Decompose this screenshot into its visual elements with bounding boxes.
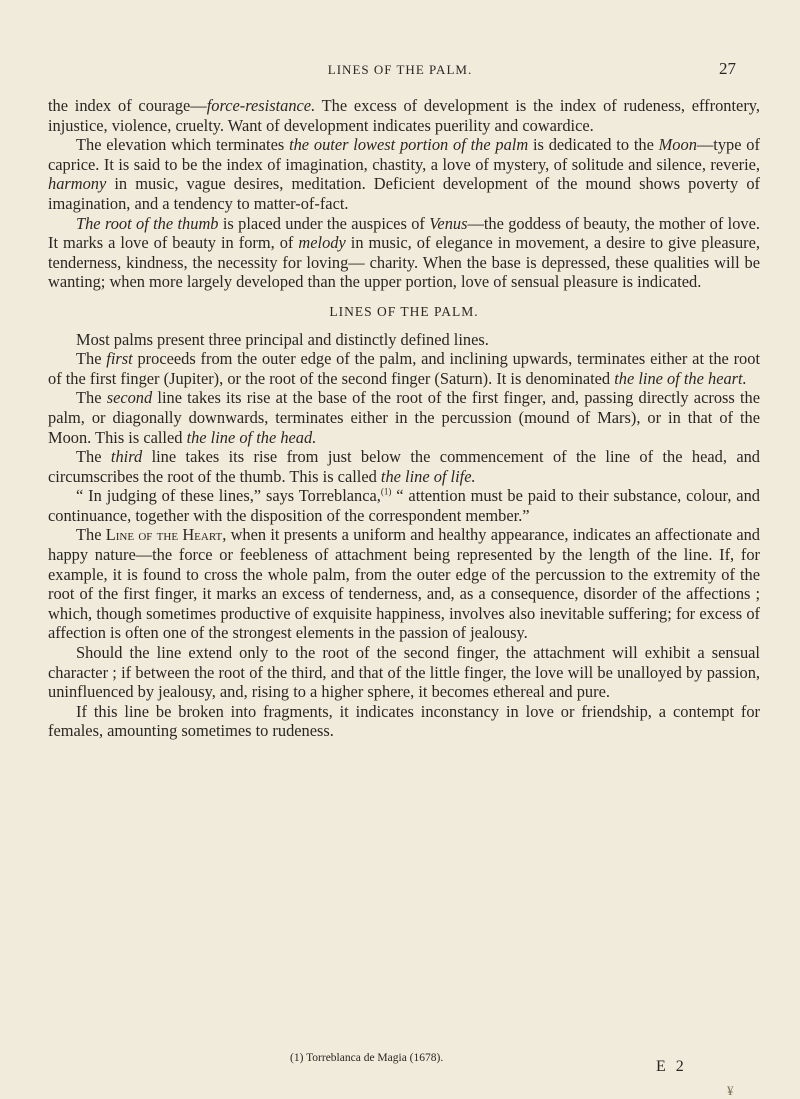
paragraph-line-life: The third line takes its rise from just below the commencement of the line of the head, and circumscribes the root of the thumb. This is called the line of life. [48,447,760,486]
paragraph-three-lines: Most palms present three principal and distinctly defined lines. [76,329,489,349]
section-heading: LINES OF THE PALM. [329,303,479,319]
paragraph-broken-line: If this line be broken into fragments, it indicates inconstancy in love or friendship, a contempt for females, amounting sometimes to rudeness. [48,701,760,741]
footnote-ref: (1) [380,486,392,497]
paragraph-second-finger: Should the line extend only to the root of the second finger, the attachment will exhibit a sensual character ; if between the root of the third, and that of the little finger, the love will be unalloyed by passion, uninfluenced by jealousy, and, rising to a higher sphere, it becomes ethereal and pure. [48,643,760,702]
footnote: (1) Torreblanca de Magia (1678). [290,1052,444,1064]
running-title: LINES OF THE PALM. [327,62,473,77]
stray-mark: ¥ [727,1083,734,1098]
page-number: 27 [719,59,736,78]
paragraph-line-heart: The first proceeds from the outer edge of the palm, and inclining upwards, terminates either at the root of the first finger (Jupiter), or the root of the second finger (Saturn). It is denominated the line of the heart. [48,349,760,388]
paragraph-torreblanca-quote: “ In judging of these lines,” says Torreblanca,$^{(1)}$ “ attention must be paid to their substance, colour, and continuance, together with the disposition of the correspondent member.” [48,486,760,525]
paragraph-courage: the index of courage—force-resistance. The excess of development is the index of rudeness, effrontery, injustice, violence, cruelty. Want of development indicates puerility and cowardice. [48,96,760,135]
paragraph-venus: The root of the thumb is placed under the auspices of Venus—the goddess of beauty, the mother of love. It marks a love of beauty in form, of melody in music, of elegance in movement, a desire to give pleasure, tenderness, kindness, the necessity for loving— charity. When the base is depressed, these qualities will be wanting; when more largely developed than the upper portion, love of sensual pleasure is indicated. [48,213,760,292]
body-text [48,96,760,741]
paragraph-moon: The elevation which terminates the outer lowest portion of the palm is dedicated to the Moon—type of caprice. It is said to be the index of imagination, chastity, a love of mystery, of solitude and silence, reverie, harmony in music, vague desires, meditation. Deficient development of the mound shows poverty of imagination, and a tendency to matter-of-fact. [48,135,760,213]
signature-mark: E 2 [656,1058,687,1075]
paragraph-heart-line-uniform: The Line of the Heart, when it presents a uniform and healthy appearance, indicates an affectionate and happy nature—the force or feebleness of attachment being represented by the length of the line. If, for example, it is found to cross the whole palm, from the outer edge of the percussion to the extremity of the root of the first finger, it marks an excess of tenderness, and, as a consequence, disorder of the affections ; which, though sometimes productive of exquisite happiness, involves also inevitable suffering; for excess of affection is often one of the strongest elements in the passion of jealousy. [48,525,760,643]
running-head [94,59,736,82]
paragraph-line-head: The second line takes its rise at the base of the root of the first finger, and, passing directly across the palm, or diagonally downwards, terminates either in the percussion (mound of Mars), or in that of the Moon. This is called the line of the head. [48,388,760,447]
